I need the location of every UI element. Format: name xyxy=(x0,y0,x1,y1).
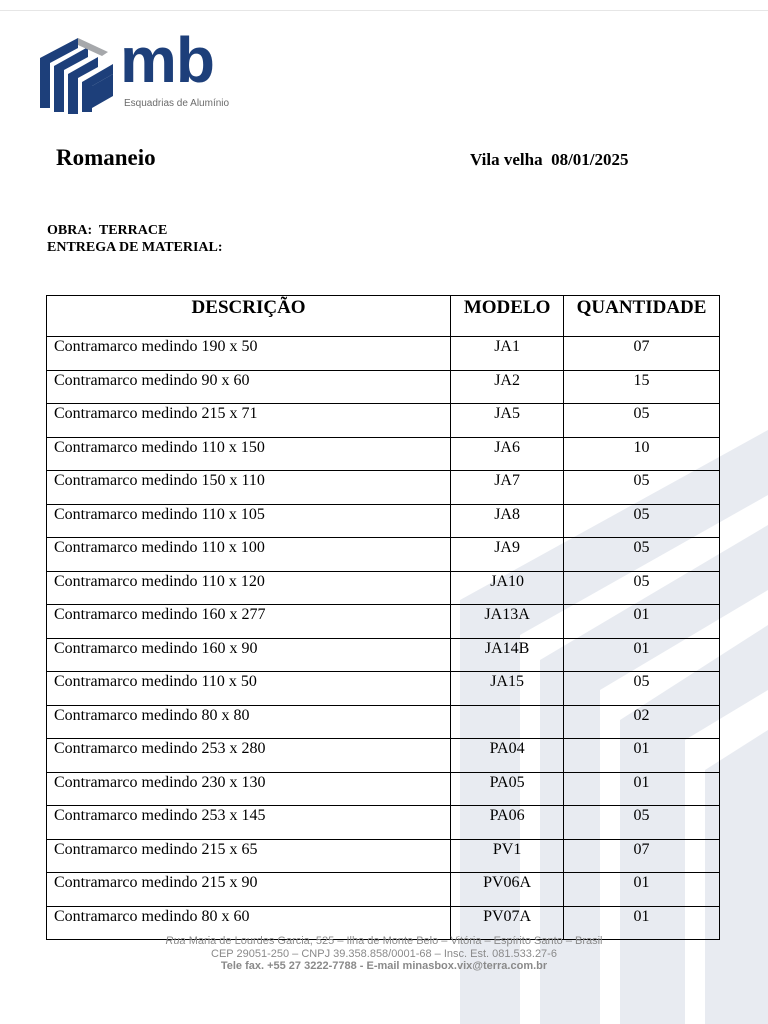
cell-descricao: Contramarco medindo 230 x 130 xyxy=(47,772,451,806)
cell-quantidade: 10 xyxy=(564,437,720,471)
obra-value: TERRACE xyxy=(98,223,168,238)
cell-modelo: JA7 xyxy=(451,471,564,505)
table-row xyxy=(47,638,720,672)
document-title: Romaneio xyxy=(56,145,156,170)
table-row xyxy=(47,370,720,404)
cell-descricao: Contramarco medindo 215 x 90 xyxy=(47,873,451,907)
cell-modelo: PV1 xyxy=(451,839,564,873)
cell-modelo: JA6 xyxy=(451,437,564,471)
cell-quantidade: 01 xyxy=(564,906,720,940)
cell-descricao: Contramarco medindo 110 x 50 xyxy=(47,672,451,706)
cell-modelo xyxy=(451,705,564,739)
cell-descricao: Contramarco medindo 253 x 280 xyxy=(47,739,451,773)
cell-quantidade: 01 xyxy=(564,772,720,806)
cell-modelo: JA8 xyxy=(451,504,564,538)
logo-wordmark: mb xyxy=(120,24,214,96)
cell-quantidade: 02 xyxy=(564,705,720,739)
cell-quantidade: 07 xyxy=(564,839,720,873)
cell-modelo: JA5 xyxy=(451,404,564,438)
cell-modelo: PV06A xyxy=(451,873,564,907)
table-row xyxy=(47,437,720,471)
table-row xyxy=(47,571,720,605)
logo-subtitle: Esquadrias de Alumínio xyxy=(124,98,230,109)
cell-descricao: Contramarco medindo 110 x 100 xyxy=(47,538,451,572)
cell-descricao: Contramarco medindo 160 x 90 xyxy=(47,638,451,672)
cell-modelo: JA2 xyxy=(451,370,564,404)
logo-mark-icon xyxy=(38,36,118,116)
cell-modelo: PA05 xyxy=(451,772,564,806)
footer-address xyxy=(0,935,768,948)
footer xyxy=(0,935,768,973)
table-row xyxy=(47,538,720,572)
table-row xyxy=(47,873,720,907)
cell-descricao: Contramarco medindo 160 x 277 xyxy=(47,605,451,639)
cell-modelo: PA06 xyxy=(451,806,564,840)
cell-quantidade: 05 xyxy=(564,672,720,706)
table-row xyxy=(47,739,720,773)
table-row xyxy=(47,839,720,873)
cell-quantidade: 05 xyxy=(564,471,720,505)
table-row xyxy=(47,806,720,840)
place: Vila velha xyxy=(470,150,543,169)
date: 08/01/2025 xyxy=(551,150,629,169)
table-row xyxy=(47,504,720,538)
footer-contact: Tele fax. +55 27 3222-7788 - E-mail minasbox.vix@terra.com.br xyxy=(220,960,548,972)
table-row xyxy=(47,605,720,639)
cell-modelo: JA13A xyxy=(451,605,564,639)
cell-descricao: Contramarco medindo 80 x 60 xyxy=(47,906,451,940)
cell-descricao: Contramarco medindo 110 x 120 xyxy=(47,571,451,605)
cell-descricao: Contramarco medindo 253 x 145 xyxy=(47,806,451,840)
cell-quantidade: 15 xyxy=(564,370,720,404)
cell-descricao: Contramarco medindo 215 x 71 xyxy=(47,404,451,438)
header-quantidade: QUANTIDADE xyxy=(564,296,720,337)
header-modelo: MODELO xyxy=(451,296,564,337)
cell-quantidade: 05 xyxy=(564,404,720,438)
cell-quantidade: 05 xyxy=(564,806,720,840)
cell-quantidade: 01 xyxy=(564,739,720,773)
cell-modelo: PV07A xyxy=(451,906,564,940)
table-row xyxy=(47,672,720,706)
material-table xyxy=(46,295,720,940)
entrega-label: ENTREGA DE MATERIAL: xyxy=(47,240,223,255)
cell-descricao: Contramarco medindo 190 x 50 xyxy=(47,337,451,371)
cell-descricao: Contramarco medindo 110 x 105 xyxy=(47,504,451,538)
obra-label: OBRA: xyxy=(47,223,93,238)
footer-rua: Rua xyxy=(165,935,186,947)
obra-block xyxy=(47,222,223,256)
footer-registry: CEP 29051-250 – CNPJ 39.358.858/0001-68 – Insc. Est. 081.533.27-6 xyxy=(211,947,557,960)
table-row xyxy=(47,471,720,505)
cell-modelo: JA10 xyxy=(451,571,564,605)
place-date xyxy=(470,150,629,170)
cell-descricao: Contramarco medindo 110 x 150 xyxy=(47,437,451,471)
cell-quantidade: 05 xyxy=(564,571,720,605)
obra-line xyxy=(47,222,223,239)
top-rule xyxy=(0,10,768,11)
footer-address-rest: Maria de Lourdes Garcia, 525 – Ilha de Monte Belo – Vitória – Espírito Santo – Brasil xyxy=(185,935,603,947)
cell-quantidade: 01 xyxy=(564,638,720,672)
cell-descricao: Contramarco medindo 90 x 60 xyxy=(47,370,451,404)
cell-quantidade: 01 xyxy=(564,873,720,907)
table-row xyxy=(47,772,720,806)
cell-quantidade: 01 xyxy=(564,605,720,639)
table-row xyxy=(47,337,720,371)
table-row xyxy=(47,404,720,438)
cell-modelo: JA14B xyxy=(451,638,564,672)
cell-modelo: JA9 xyxy=(451,538,564,572)
cell-quantidade: 05 xyxy=(564,504,720,538)
table-row xyxy=(47,705,720,739)
cell-quantidade: 07 xyxy=(564,337,720,371)
cell-quantidade: 05 xyxy=(564,538,720,572)
table-header-row xyxy=(47,296,720,337)
cell-modelo: JA1 xyxy=(451,337,564,371)
cell-descricao: Contramarco medindo 150 x 110 xyxy=(47,471,451,505)
company-logo xyxy=(38,24,238,116)
cell-descricao: Contramarco medindo 80 x 80 xyxy=(47,705,451,739)
header-descricao: DESCRIÇÃO xyxy=(47,296,451,337)
cell-modelo: PA04 xyxy=(451,739,564,773)
cell-modelo: JA15 xyxy=(451,672,564,706)
cell-descricao: Contramarco medindo 215 x 65 xyxy=(47,839,451,873)
